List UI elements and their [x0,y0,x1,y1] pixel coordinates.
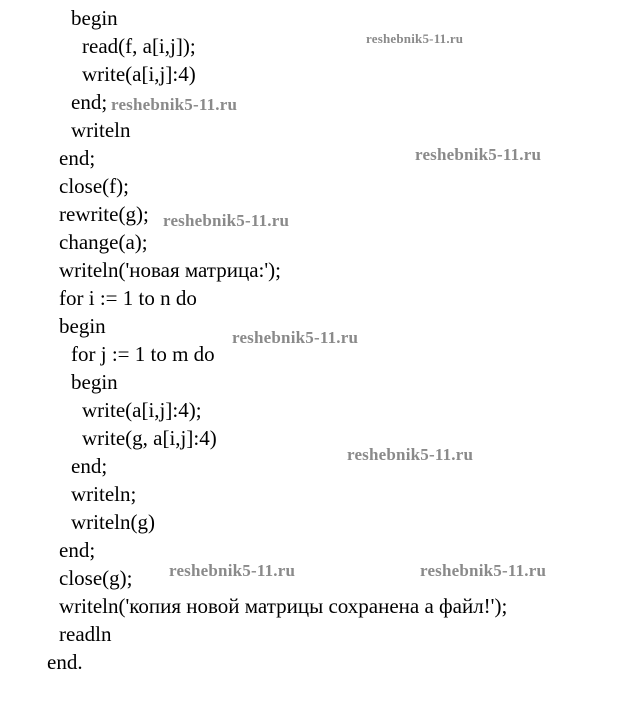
code-line: end; [71,454,108,478]
code-line: writeln('новая матрица:'); [59,258,281,282]
code-line: close(f); [59,174,129,198]
watermark-text: reshebnik5-11.ru [347,445,474,464]
code-line: end; [59,538,96,562]
code-line: read(f, a[i,j]); [82,34,196,58]
code-line: writeln; [71,482,137,506]
code-line: close(g); [59,566,133,590]
code-line: begin [71,370,118,394]
code-line: begin [59,314,106,338]
code-line: write(a[i,j]:4); [82,398,202,422]
watermark-text: reshebnik5-11.ru [366,31,464,46]
watermark-text: reshebnik5-11.ru [232,328,359,347]
code-line: for j := 1 to m do [71,342,215,366]
code-line: writeln(g) [71,510,155,534]
code-line: for i := 1 to n do [59,286,197,310]
code-line: writeln('копия новой матрицы сохранена а файл!'); [59,594,508,618]
watermark-text: reshebnik5-11.ru [163,211,290,230]
code-line: write(a[i,j]:4) [82,62,196,86]
code-line: rewrite(g); [59,202,149,226]
watermark-text: reshebnik5-11.ru [169,561,296,580]
code-line: writeln [71,118,131,142]
watermark-text: reshebnik5-11.ru [111,95,238,114]
code-line: end. [47,650,83,674]
watermark-text: reshebnik5-11.ru [420,561,547,580]
code-line: end; [59,146,96,170]
code-line: change(a); [59,230,148,254]
code-line: begin [71,6,118,30]
watermark-text: reshebnik5-11.ru [415,145,542,164]
code-line: end; [71,90,108,114]
code-line: readln [59,622,112,646]
code-line: write(g, a[i,j]:4) [82,426,217,450]
